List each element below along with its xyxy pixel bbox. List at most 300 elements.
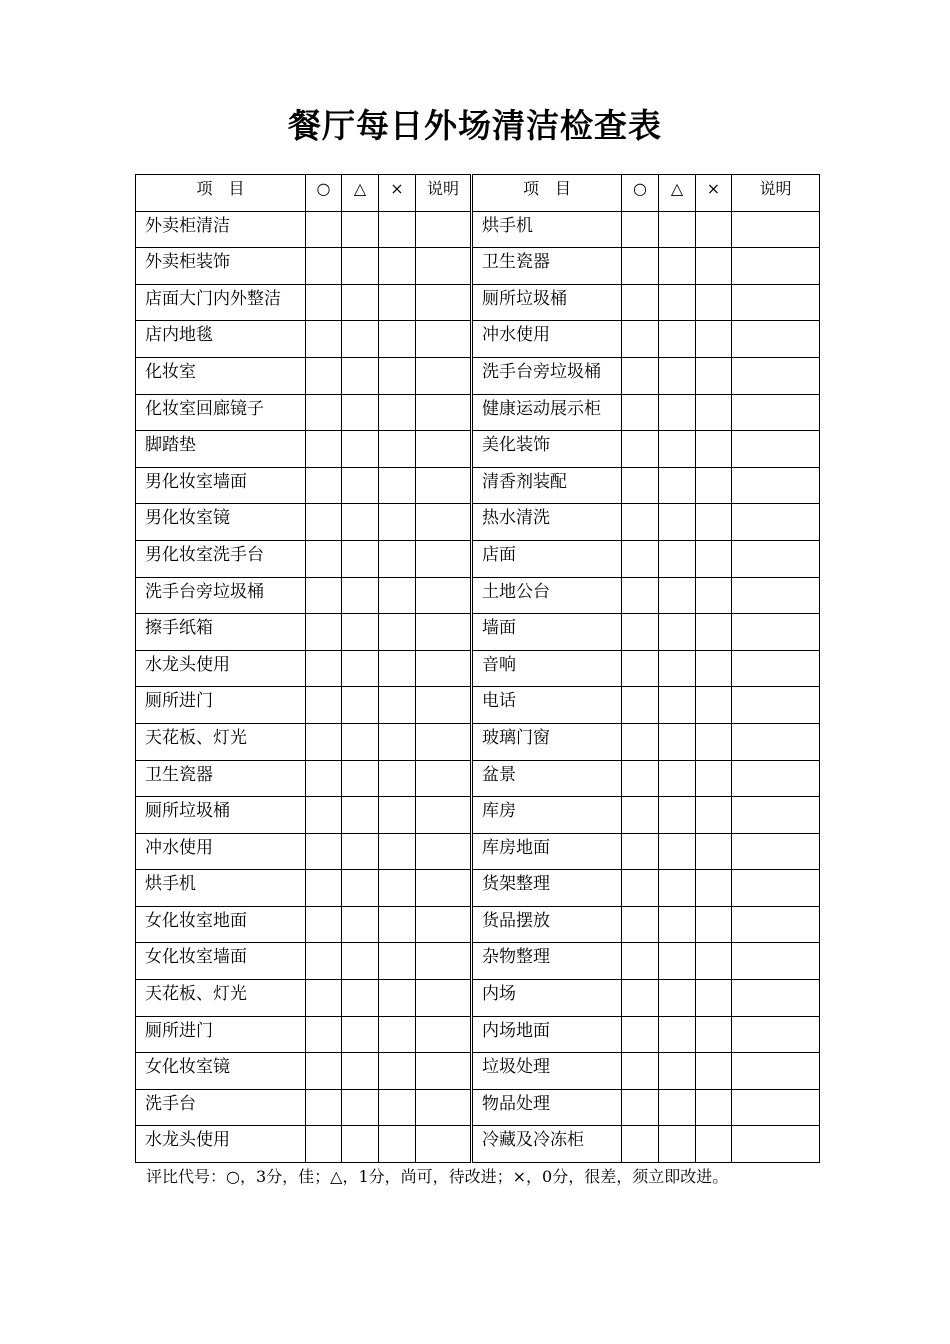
item-left: 店内地毯	[136, 321, 306, 358]
item-right: 卫生瓷器	[472, 248, 622, 285]
item-left: 女化妆室地面	[136, 906, 306, 943]
good-cell-right[interactable]	[622, 797, 659, 834]
table-row	[136, 577, 820, 614]
note-cell-right[interactable]	[732, 1126, 820, 1163]
good-cell-right[interactable]	[622, 1126, 659, 1163]
item-right: 美化装饰	[472, 431, 622, 468]
note-cell-left[interactable]	[416, 540, 472, 577]
poor-cell-left[interactable]	[379, 1053, 416, 1090]
fair-cell-left[interactable]	[342, 431, 379, 468]
fair-cell-right[interactable]	[659, 1126, 696, 1163]
item-left: 男化妆室洗手台	[136, 540, 306, 577]
table-row	[136, 687, 820, 724]
fair-cell-left[interactable]	[342, 943, 379, 980]
table-row	[136, 650, 820, 687]
fair-cell-left[interactable]	[342, 797, 379, 834]
poor-cell-right[interactable]	[696, 723, 732, 760]
table-row	[136, 1089, 820, 1126]
poor-cell-right[interactable]	[696, 980, 732, 1017]
fair-cell-left[interactable]	[342, 321, 379, 358]
note-cell-right[interactable]	[732, 394, 820, 431]
poor-cell-right[interactable]	[696, 467, 732, 504]
fair-cell-right[interactable]	[659, 906, 696, 943]
good-cell-left[interactable]	[306, 1016, 342, 1053]
fair-cell-left[interactable]	[342, 1126, 379, 1163]
poor-cell-left[interactable]	[379, 321, 416, 358]
item-right: 土地公台	[472, 577, 622, 614]
note-cell-right[interactable]	[732, 467, 820, 504]
good-cell-right[interactable]	[622, 906, 659, 943]
note-cell-left[interactable]	[416, 284, 472, 321]
note-cell-left[interactable]	[416, 211, 472, 248]
note-cell-left[interactable]	[416, 687, 472, 724]
item-left: 女化妆室镜	[136, 1053, 306, 1090]
poor-cell-right[interactable]	[696, 504, 732, 541]
table-row	[136, 504, 820, 541]
note-cell-left[interactable]	[416, 321, 472, 358]
poor-cell-left[interactable]	[379, 431, 416, 468]
item-left: 卫生瓷器	[136, 760, 306, 797]
good-cell-left[interactable]	[306, 431, 342, 468]
good-cell-right[interactable]	[622, 833, 659, 870]
fair-cell-left[interactable]	[342, 906, 379, 943]
item-left: 冲水使用	[136, 833, 306, 870]
poor-cell-left[interactable]	[379, 1126, 416, 1163]
item-left: 水龙头使用	[136, 650, 306, 687]
good-cell-right[interactable]	[622, 284, 659, 321]
good-cell-left[interactable]	[306, 467, 342, 504]
note-cell-right[interactable]	[732, 760, 820, 797]
header-fair-left: △	[342, 175, 379, 212]
good-cell-left[interactable]	[306, 211, 342, 248]
note-cell-left[interactable]	[416, 760, 472, 797]
good-cell-left[interactable]	[306, 504, 342, 541]
good-cell-right[interactable]	[622, 980, 659, 1017]
table-row	[136, 540, 820, 577]
poor-cell-left[interactable]	[379, 248, 416, 285]
table-row	[136, 1016, 820, 1053]
good-cell-right[interactable]	[622, 1089, 659, 1126]
fair-cell-right[interactable]	[659, 321, 696, 358]
table-row	[136, 1126, 820, 1163]
item-right: 内场	[472, 980, 622, 1017]
fair-cell-left[interactable]	[342, 284, 379, 321]
poor-cell-left[interactable]	[379, 394, 416, 431]
fair-cell-right[interactable]	[659, 540, 696, 577]
item-left: 天花板、灯光	[136, 980, 306, 1017]
good-cell-right[interactable]	[622, 540, 659, 577]
table-row	[136, 394, 820, 431]
poor-cell-right[interactable]	[696, 1053, 732, 1090]
item-left: 烘手机	[136, 870, 306, 907]
good-cell-right[interactable]	[622, 248, 659, 285]
poor-cell-left[interactable]	[379, 1089, 416, 1126]
note-cell-left[interactable]	[416, 467, 472, 504]
poor-cell-right[interactable]	[696, 1126, 732, 1163]
note-cell-right[interactable]	[732, 1053, 820, 1090]
checklist-table	[135, 174, 820, 1163]
good-cell-left[interactable]	[306, 540, 342, 577]
header-poor-left: ×	[379, 175, 416, 212]
fair-cell-left[interactable]	[342, 614, 379, 651]
item-right: 货架整理	[472, 870, 622, 907]
poor-cell-right[interactable]	[696, 540, 732, 577]
item-left: 外卖柜清洁	[136, 211, 306, 248]
fair-cell-left[interactable]	[342, 1016, 379, 1053]
item-right: 店面	[472, 540, 622, 577]
fair-cell-right[interactable]	[659, 577, 696, 614]
note-cell-left[interactable]	[416, 1016, 472, 1053]
poor-cell-left[interactable]	[379, 1016, 416, 1053]
note-cell-left[interactable]	[416, 723, 472, 760]
good-cell-left[interactable]	[306, 1053, 342, 1090]
item-right: 墙面	[472, 614, 622, 651]
table-row	[136, 980, 820, 1017]
item-left: 店面大门内外整洁	[136, 284, 306, 321]
good-cell-right[interactable]	[622, 650, 659, 687]
poor-cell-left[interactable]	[379, 467, 416, 504]
good-cell-left[interactable]	[306, 650, 342, 687]
good-cell-right[interactable]	[622, 723, 659, 760]
table-row	[136, 357, 820, 394]
note-cell-left[interactable]	[416, 980, 472, 1017]
note-cell-right[interactable]	[732, 284, 820, 321]
fair-cell-right[interactable]	[659, 431, 696, 468]
note-cell-right[interactable]	[732, 248, 820, 285]
item-right: 热水清洗	[472, 504, 622, 541]
poor-cell-left[interactable]	[379, 980, 416, 1017]
note-cell-left[interactable]	[416, 870, 472, 907]
item-right: 清香剂装配	[472, 467, 622, 504]
good-cell-right[interactable]	[622, 211, 659, 248]
fair-cell-left[interactable]	[342, 760, 379, 797]
fair-cell-right[interactable]	[659, 723, 696, 760]
fair-cell-left[interactable]	[342, 870, 379, 907]
header-row	[136, 175, 820, 212]
poor-cell-right[interactable]	[696, 1016, 732, 1053]
note-cell-left[interactable]	[416, 1089, 472, 1126]
note-cell-right[interactable]	[732, 797, 820, 834]
item-left: 外卖柜装饰	[136, 248, 306, 285]
item-left: 厕所进门	[136, 687, 306, 724]
poor-cell-left[interactable]	[379, 614, 416, 651]
item-right: 洗手台旁垃圾桶	[472, 357, 622, 394]
fair-cell-right[interactable]	[659, 870, 696, 907]
item-left: 洗手台旁垃圾桶	[136, 577, 306, 614]
poor-cell-left[interactable]	[379, 723, 416, 760]
good-cell-left[interactable]	[306, 980, 342, 1017]
fair-cell-left[interactable]	[342, 211, 379, 248]
note-cell-left[interactable]	[416, 833, 472, 870]
note-cell-left[interactable]	[416, 906, 472, 943]
note-cell-left[interactable]	[416, 577, 472, 614]
header-item-left: 项 目	[136, 175, 306, 212]
fair-cell-left[interactable]	[342, 833, 379, 870]
note-cell-left[interactable]	[416, 248, 472, 285]
poor-cell-left[interactable]	[379, 650, 416, 687]
note-cell-right[interactable]	[732, 687, 820, 724]
note-cell-right[interactable]	[732, 211, 820, 248]
good-cell-right[interactable]	[622, 614, 659, 651]
good-cell-left[interactable]	[306, 577, 342, 614]
table-row	[136, 467, 820, 504]
poor-cell-left[interactable]	[379, 687, 416, 724]
poor-cell-right[interactable]	[696, 650, 732, 687]
poor-cell-left[interactable]	[379, 284, 416, 321]
table-row	[136, 797, 820, 834]
note-cell-left[interactable]	[416, 614, 472, 651]
page-title: 餐厅每日外场清洁检查表	[288, 106, 662, 145]
good-cell-left[interactable]	[306, 943, 342, 980]
poor-cell-right[interactable]	[696, 687, 732, 724]
fair-cell-right[interactable]	[659, 504, 696, 541]
poor-cell-right[interactable]	[696, 797, 732, 834]
item-right: 货品摆放	[472, 906, 622, 943]
poor-cell-left[interactable]	[379, 943, 416, 980]
item-right: 厕所垃圾桶	[472, 284, 622, 321]
poor-cell-right[interactable]	[696, 760, 732, 797]
fair-cell-left[interactable]	[342, 357, 379, 394]
fair-cell-right[interactable]	[659, 833, 696, 870]
table-row	[136, 943, 820, 980]
fair-cell-right[interactable]	[659, 1089, 696, 1126]
fair-cell-right[interactable]	[659, 943, 696, 980]
item-left: 洗手台	[136, 1089, 306, 1126]
note-cell-right[interactable]	[732, 943, 820, 980]
fair-cell-left[interactable]	[342, 394, 379, 431]
item-right: 内场地面	[472, 1016, 622, 1053]
note-cell-right[interactable]	[732, 1089, 820, 1126]
good-cell-right[interactable]	[622, 1053, 659, 1090]
note-cell-left[interactable]	[416, 431, 472, 468]
fair-cell-left[interactable]	[342, 467, 379, 504]
good-cell-left[interactable]	[306, 1089, 342, 1126]
poor-cell-right[interactable]	[696, 614, 732, 651]
note-cell-left[interactable]	[416, 943, 472, 980]
table-row	[136, 614, 820, 651]
poor-cell-left[interactable]	[379, 577, 416, 614]
good-cell-left[interactable]	[306, 760, 342, 797]
item-right: 电话	[472, 687, 622, 724]
note-cell-left[interactable]	[416, 1126, 472, 1163]
poor-cell-left[interactable]	[379, 797, 416, 834]
item-right: 烘手机	[472, 211, 622, 248]
header-fair-right: △	[659, 175, 696, 212]
good-cell-right[interactable]	[622, 321, 659, 358]
item-left: 男化妆室墙面	[136, 467, 306, 504]
good-cell-right[interactable]	[622, 504, 659, 541]
poor-cell-left[interactable]	[379, 760, 416, 797]
item-left: 厕所进门	[136, 1016, 306, 1053]
table-row	[136, 906, 820, 943]
fair-cell-right[interactable]	[659, 980, 696, 1017]
table-row	[136, 833, 820, 870]
note-cell-left[interactable]	[416, 504, 472, 541]
poor-cell-left[interactable]	[379, 540, 416, 577]
poor-cell-right[interactable]	[696, 906, 732, 943]
item-left: 化妆室回廊镜子	[136, 394, 306, 431]
poor-cell-right[interactable]	[696, 1089, 732, 1126]
poor-cell-right[interactable]	[696, 211, 732, 248]
good-cell-right[interactable]	[622, 687, 659, 724]
good-cell-left[interactable]	[306, 906, 342, 943]
rating-legend: 评比代号：○，3分，佳；△，1分，尚可，待改进；×，0分，很差，须立即改进。	[146, 1167, 729, 1186]
note-cell-right[interactable]	[732, 980, 820, 1017]
fair-cell-left[interactable]	[342, 540, 379, 577]
fair-cell-left[interactable]	[342, 1053, 379, 1090]
note-cell-left[interactable]	[416, 1053, 472, 1090]
note-cell-right[interactable]	[732, 577, 820, 614]
fair-cell-right[interactable]	[659, 248, 696, 285]
fair-cell-right[interactable]	[659, 284, 696, 321]
note-cell-left[interactable]	[416, 357, 472, 394]
note-cell-left[interactable]	[416, 394, 472, 431]
item-right: 库房	[472, 797, 622, 834]
good-cell-left[interactable]	[306, 394, 342, 431]
table-row	[136, 284, 820, 321]
poor-cell-left[interactable]	[379, 504, 416, 541]
poor-cell-left[interactable]	[379, 870, 416, 907]
item-right: 盆景	[472, 760, 622, 797]
header-poor-right: ×	[696, 175, 732, 212]
good-cell-left[interactable]	[306, 284, 342, 321]
header-good-right: ○	[622, 175, 659, 212]
note-cell-right[interactable]	[732, 723, 820, 760]
poor-cell-right[interactable]	[696, 394, 732, 431]
note-cell-right[interactable]	[732, 650, 820, 687]
poor-cell-right[interactable]	[696, 284, 732, 321]
header-item-right: 项 目	[472, 175, 622, 212]
good-cell-right[interactable]	[622, 394, 659, 431]
fair-cell-left[interactable]	[342, 980, 379, 1017]
item-left: 天花板、灯光	[136, 723, 306, 760]
good-cell-left[interactable]	[306, 357, 342, 394]
good-cell-left[interactable]	[306, 614, 342, 651]
item-right: 健康运动展示柜	[472, 394, 622, 431]
fair-cell-right[interactable]	[659, 1016, 696, 1053]
header-note-right: 说明	[732, 175, 820, 212]
note-cell-right[interactable]	[732, 614, 820, 651]
fair-cell-right[interactable]	[659, 687, 696, 724]
table-row	[136, 248, 820, 285]
good-cell-left[interactable]	[306, 687, 342, 724]
poor-cell-left[interactable]	[379, 833, 416, 870]
table-row	[136, 870, 820, 907]
fair-cell-right[interactable]	[659, 211, 696, 248]
table-row	[136, 431, 820, 468]
fair-cell-left[interactable]	[342, 650, 379, 687]
item-left: 脚踏垫	[136, 431, 306, 468]
item-right: 库房地面	[472, 833, 622, 870]
good-cell-left[interactable]	[306, 797, 342, 834]
fair-cell-left[interactable]	[342, 723, 379, 760]
fair-cell-left[interactable]	[342, 1089, 379, 1126]
note-cell-right[interactable]	[732, 357, 820, 394]
table-row	[136, 211, 820, 248]
item-left: 化妆室	[136, 357, 306, 394]
fair-cell-left[interactable]	[342, 504, 379, 541]
item-left: 女化妆室墙面	[136, 943, 306, 980]
good-cell-right[interactable]	[622, 1016, 659, 1053]
good-cell-left[interactable]	[306, 1126, 342, 1163]
good-cell-right[interactable]	[622, 760, 659, 797]
good-cell-right[interactable]	[622, 870, 659, 907]
item-right: 垃圾处理	[472, 1053, 622, 1090]
table-row	[136, 321, 820, 358]
item-right: 音响	[472, 650, 622, 687]
note-cell-right[interactable]	[732, 906, 820, 943]
fair-cell-left[interactable]	[342, 687, 379, 724]
item-left: 擦手纸箱	[136, 614, 306, 651]
good-cell-right[interactable]	[622, 467, 659, 504]
poor-cell-right[interactable]	[696, 870, 732, 907]
note-cell-right[interactable]	[732, 1016, 820, 1053]
table-row	[136, 760, 820, 797]
good-cell-left[interactable]	[306, 870, 342, 907]
fair-cell-right[interactable]	[659, 1053, 696, 1090]
good-cell-left[interactable]	[306, 833, 342, 870]
note-cell-right[interactable]	[732, 321, 820, 358]
good-cell-right[interactable]	[622, 577, 659, 614]
item-right: 玻璃门窗	[472, 723, 622, 760]
table-row	[136, 723, 820, 760]
poor-cell-right[interactable]	[696, 321, 732, 358]
item-right: 冷藏及冷冻柜	[472, 1126, 622, 1163]
poor-cell-right[interactable]	[696, 248, 732, 285]
fair-cell-right[interactable]	[659, 467, 696, 504]
fair-cell-right[interactable]	[659, 394, 696, 431]
fair-cell-right[interactable]	[659, 357, 696, 394]
good-cell-right[interactable]	[622, 357, 659, 394]
fair-cell-right[interactable]	[659, 650, 696, 687]
note-cell-right[interactable]	[732, 540, 820, 577]
good-cell-left[interactable]	[306, 321, 342, 358]
poor-cell-left[interactable]	[379, 211, 416, 248]
good-cell-right[interactable]	[622, 431, 659, 468]
note-cell-left[interactable]	[416, 650, 472, 687]
item-left: 厕所垃圾桶	[136, 797, 306, 834]
item-right: 冲水使用	[472, 321, 622, 358]
item-left: 水龙头使用	[136, 1126, 306, 1163]
poor-cell-left[interactable]	[379, 906, 416, 943]
poor-cell-right[interactable]	[696, 431, 732, 468]
item-left: 男化妆室镜	[136, 504, 306, 541]
note-cell-right[interactable]	[732, 504, 820, 541]
fair-cell-left[interactable]	[342, 577, 379, 614]
poor-cell-left[interactable]	[379, 357, 416, 394]
note-cell-right[interactable]	[732, 431, 820, 468]
note-cell-right[interactable]	[732, 833, 820, 870]
poor-cell-right[interactable]	[696, 833, 732, 870]
good-cell-right[interactable]	[622, 943, 659, 980]
note-cell-right[interactable]	[732, 870, 820, 907]
fair-cell-left[interactable]	[342, 248, 379, 285]
header-good-left: ○	[306, 175, 342, 212]
fair-cell-right[interactable]	[659, 797, 696, 834]
note-cell-left[interactable]	[416, 797, 472, 834]
fair-cell-right[interactable]	[659, 614, 696, 651]
item-right: 物品处理	[472, 1089, 622, 1126]
table-row	[136, 1053, 820, 1090]
poor-cell-right[interactable]	[696, 577, 732, 614]
fair-cell-right[interactable]	[659, 760, 696, 797]
good-cell-left[interactable]	[306, 248, 342, 285]
poor-cell-right[interactable]	[696, 357, 732, 394]
good-cell-left[interactable]	[306, 723, 342, 760]
poor-cell-right[interactable]	[696, 943, 732, 980]
header-note-left: 说明	[416, 175, 472, 212]
item-right: 杂物整理	[472, 943, 622, 980]
